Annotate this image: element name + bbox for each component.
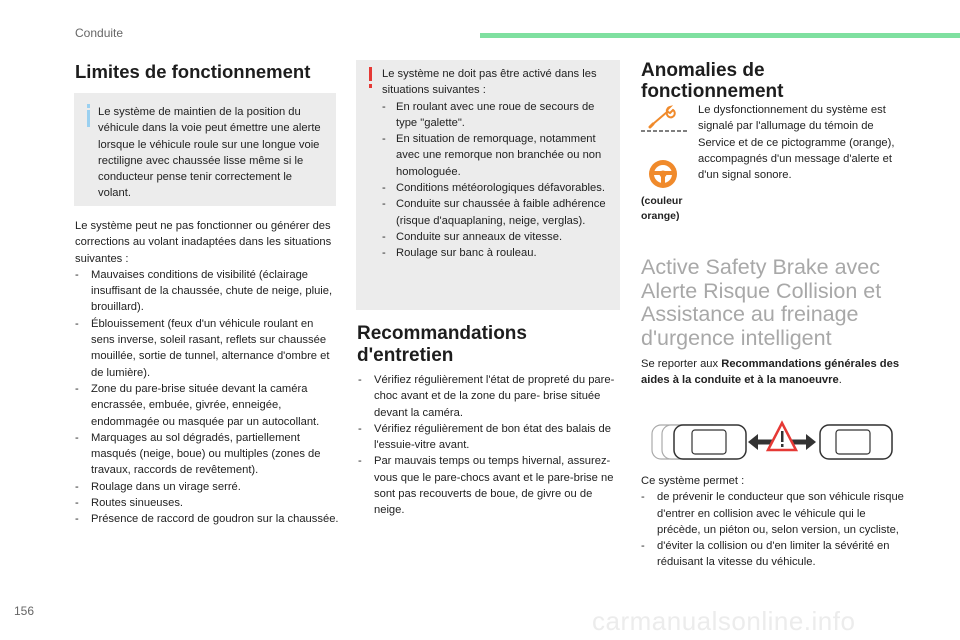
- section-title: Conduite: [75, 26, 124, 40]
- maintenance-title: Recommandations d'entretien: [357, 323, 527, 366]
- anomalies-title: Anomalies de fonctionnement: [641, 60, 784, 102]
- watermark: carmanualsonline.info: [592, 606, 856, 636]
- wrench-icon: [641, 104, 689, 141]
- list-item: - Conduite sur anneaux de vitesse.: [382, 229, 612, 245]
- list-item: - Vérifiez régulièrement de bon état des balais de l'essuie-vitre avant.: [358, 421, 622, 454]
- limits-body: [75, 218, 340, 528]
- anomalies-text: Le dysfonctionnement du système est signalé par l'allumage du témoin de Service et de ce pictogramme (orange), accompagnés d'un message d'alerte et d'un signal sonore.: [698, 104, 895, 182]
- section-accent-bar: [480, 33, 960, 38]
- steering-wheel-icon: [641, 158, 685, 199]
- info-icon: [86, 104, 90, 126]
- list-item: - Présence de raccord de goudron sur la chaussée.: [75, 511, 340, 527]
- warning-list: [382, 99, 612, 262]
- warning-intro: Le système ne doit pas être activé dans les situations suivantes :: [382, 68, 597, 97]
- reference-link-text: Recommandations générales des aides à la conduite et à la manoeuvre: [641, 358, 900, 387]
- limits-title: Limites de fonctionnement: [75, 61, 311, 82]
- system-description: [641, 473, 906, 571]
- icon-caption: (couleur orange): [641, 195, 683, 222]
- list-item: - Roulage dans un virage serré.: [75, 479, 340, 495]
- list-item: - En situation de remorquage, notamment avec une remorque non branchée ou non homologuée.: [382, 131, 612, 180]
- info-text: Le système de maintien de la position du véhicule dans la voie peut émettre une alerte lorsque le véhicule roule sur une longue voie rectiligne avec chaussée lisse même si le conducteur pense tenir correctement le volant.: [98, 106, 321, 200]
- reference-suffix: .: [838, 374, 842, 387]
- list-item: - Marquages au sol dégradés, partiellement masqués (neige, boue) ou multiples (zones de travaux, raccords de revêtement).: [75, 430, 340, 479]
- asb-title: Active Safety Brake avec Alerte Risque Collision et Assistance au freinage d'urgence intelligent: [641, 255, 882, 350]
- list-item: - Conduite sur chaussée à faible adhérence (risque d'aquaplaning, neige, verglas).: [382, 196, 612, 229]
- limits-list: [75, 267, 340, 528]
- list-item: - Roulage sur banc à rouleau.: [382, 245, 612, 261]
- collision-illustration: [648, 420, 898, 469]
- list-item: - Zone du pare-brise située devant la caméra encrassée, embuée, givrée, enneigée, endommagée ou masquée par un autocollant.: [75, 381, 340, 430]
- warning-icon: [368, 67, 374, 94]
- reference-prefix: Se reporter aux: [641, 358, 722, 370]
- asb-reference: [641, 356, 901, 389]
- list-item: - d'éviter la collision ou d'en limiter la sévérité en réduisant la vitesse du véhicule.: [641, 538, 906, 571]
- list-item: - Routes sinueuses.: [75, 495, 340, 511]
- page-number: 156: [14, 604, 35, 618]
- list-item: - Par mauvais temps ou temps hivernal, assurez-vous que le pare-chocs avant et le pare-brise ne sont pas recouverts de boue, de givre ou de neige.: [358, 453, 622, 518]
- list-item: - Éblouissement (feux d'un véhicule roulant en sens inverse, soleil rasant, reflets sur chaussée mouillée, sortie de tunnel, alternance d'ombre et de lumière).: [75, 316, 340, 381]
- list-item: - Mauvaises conditions de visibilité (éclairage insuffisant de la chaussée, chute de neige, pluie, brouillard).: [75, 267, 340, 316]
- list-item: - de prévenir le conducteur que son véhicule risque d'entrer en collision avec le véhicule qui le précède, un piéton ou, selon version, un cycliste,: [641, 489, 906, 538]
- list-item: - En roulant avec une roue de secours de type "galette".: [382, 99, 612, 132]
- list-item: - Vérifiez régulièrement l'état de propreté du pare-choc avant et de la zone du pare- brise située devant la caméra.: [358, 372, 622, 421]
- limits-intro: Le système peut ne pas fonctionner ou générer des corrections au volant inadaptées dans les situations suivantes :: [75, 220, 332, 265]
- maintenance-list: [358, 372, 622, 519]
- system-intro: Ce système permet :: [641, 475, 745, 487]
- warning-text: [382, 66, 612, 262]
- list-item: - Conditions météorologiques défavorables.: [382, 180, 612, 196]
